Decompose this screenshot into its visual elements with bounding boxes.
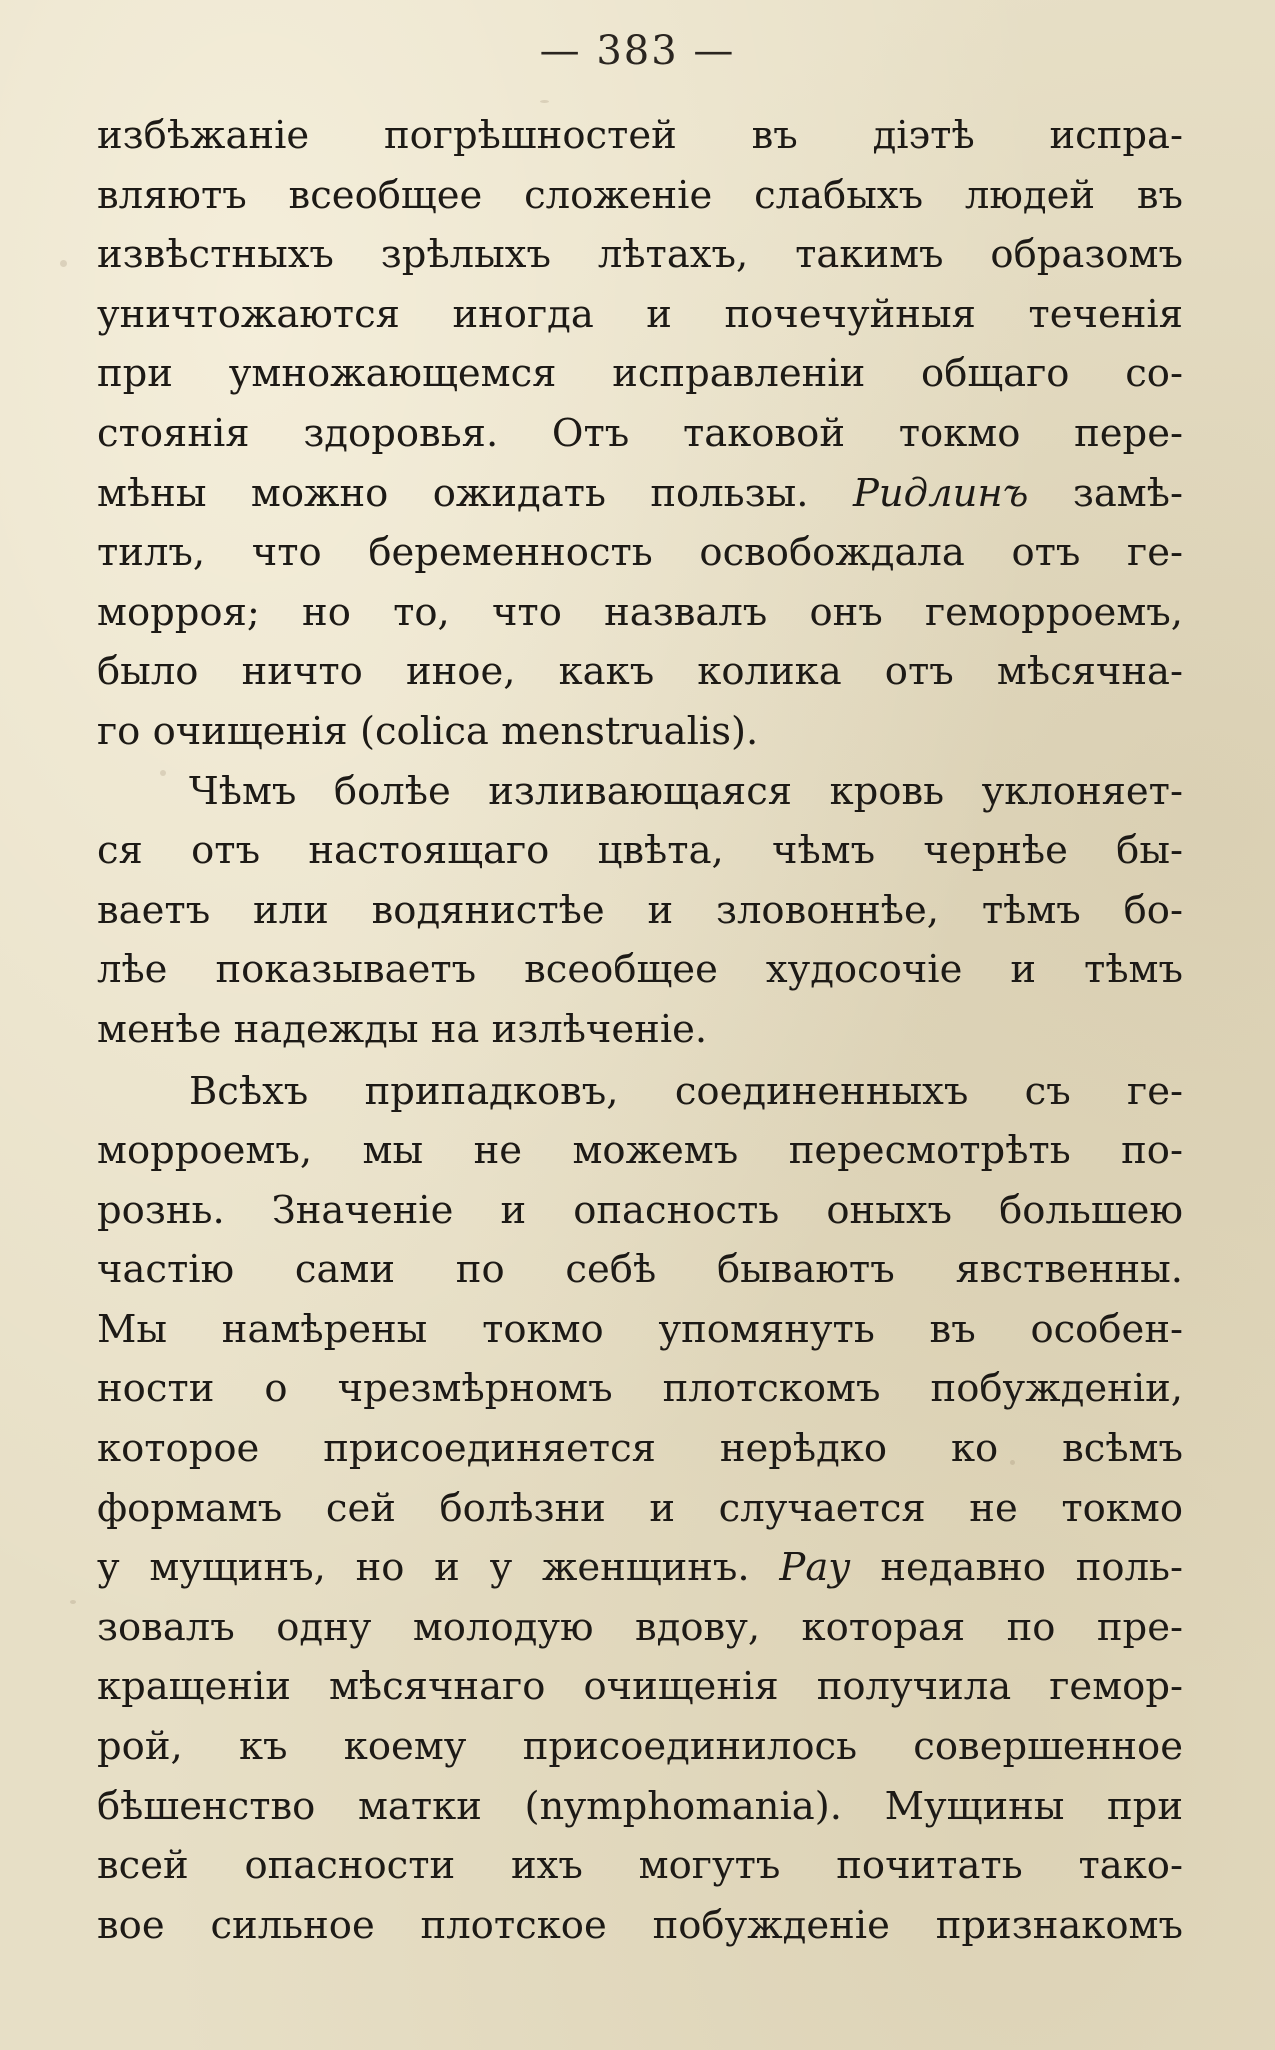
text-line: ваетъ или водянистѣе и зловоннѣе, тѣмъ бо-	[97, 887, 1183, 933]
text-line: бѣшенство матки (nymphomania). Мущины при	[97, 1783, 1183, 1829]
text-line: ности о чрезмѣрномъ плотскомъ побужденіи,	[97, 1366, 1183, 1412]
paragraph-start: Всѣхъ припадковъ, соединенныхъ съ ге-	[189, 1068, 1183, 1114]
text-line	[97, 1538, 1183, 1598]
text-line: всей опасности ихъ могутъ почитать тако-	[97, 1843, 1183, 1889]
text-line: зовалъ одну молодую вдову, которая по пре-	[97, 1604, 1183, 1650]
text-line: тилъ, что беременность освобождала отъ ге-	[97, 530, 1183, 576]
paragraph-start: Чѣмъ болѣе изливающаяся кровь уклоняет-	[189, 768, 1183, 814]
text-segment: у мущинъ, но и у женщинъ.	[97, 1545, 780, 1591]
author-name-ridlin: Ридлинъ	[852, 470, 1029, 516]
text-segment: мѣны можно ожидать пользы.	[97, 470, 853, 516]
body-text	[97, 106, 1183, 1955]
text-line: вое сильное плотское побужденіе признакомъ	[97, 1902, 1183, 1948]
text-segment: недавно поль-	[850, 1545, 1183, 1591]
paper-spot	[70, 1600, 76, 1604]
text-line: рознь. Значеніе и опасность оныхъ большею	[97, 1187, 1183, 1233]
text-line: формамъ сей болѣзни и случается не токмо	[97, 1485, 1183, 1531]
page-number: — 383 —	[539, 28, 736, 74]
text-line: лѣе показываетъ всеобщее худосочіе и тѣмъ	[97, 947, 1183, 993]
text-line: которое присоединяется нерѣдко ко всѣмъ	[97, 1426, 1183, 1472]
text-line: ся отъ настоящаго цвѣта, чѣмъ чернѣе бы-	[97, 828, 1183, 874]
text-line: вляютъ всеобщее сложеніе слабыхъ людей въ	[97, 172, 1183, 218]
text-line: стоянія здоровья. Отъ таковой токмо пере-	[97, 410, 1183, 456]
text-line: Мы намѣрены токмо упомянуть въ особен-	[97, 1306, 1183, 1352]
text-line: кращеніи мѣсячнаго очищенія получила гемор-	[97, 1664, 1183, 1710]
paper-spot	[540, 100, 549, 103]
text-line: уничтожаются иногда и почечуйныя теченія	[97, 291, 1183, 337]
text-segment: замѣ-	[1028, 470, 1183, 516]
text-line: при умножающемся исправленіи общаго со-	[97, 351, 1183, 397]
text-line	[97, 464, 1183, 524]
text-line: было ничто иное, какъ колика отъ мѣсячна-	[97, 649, 1183, 695]
text-line: рой, къ коему присоединилось совершенное	[97, 1724, 1183, 1770]
text-line: морроемъ, мы не можемъ пересмотрѣть по-	[97, 1128, 1183, 1174]
text-line: частію сами по себѣ бываютъ явственны.	[97, 1247, 1183, 1293]
text-line: извѣстныхъ зрѣлыхъ лѣтахъ, такимъ образомъ	[97, 232, 1183, 278]
paper-spot	[60, 260, 67, 267]
text-line: менѣе надежды на излѣченіе.	[97, 1006, 708, 1052]
author-name-rau: Рау	[779, 1545, 851, 1591]
text-line: го очищенія (colica menstrualis).	[97, 708, 759, 754]
text-line: морроя; но то, что назвалъ онъ геморроемъ,	[97, 589, 1183, 635]
text-line: избѣжаніе погрѣшностей въ діэтѣ испра-	[97, 113, 1183, 158]
